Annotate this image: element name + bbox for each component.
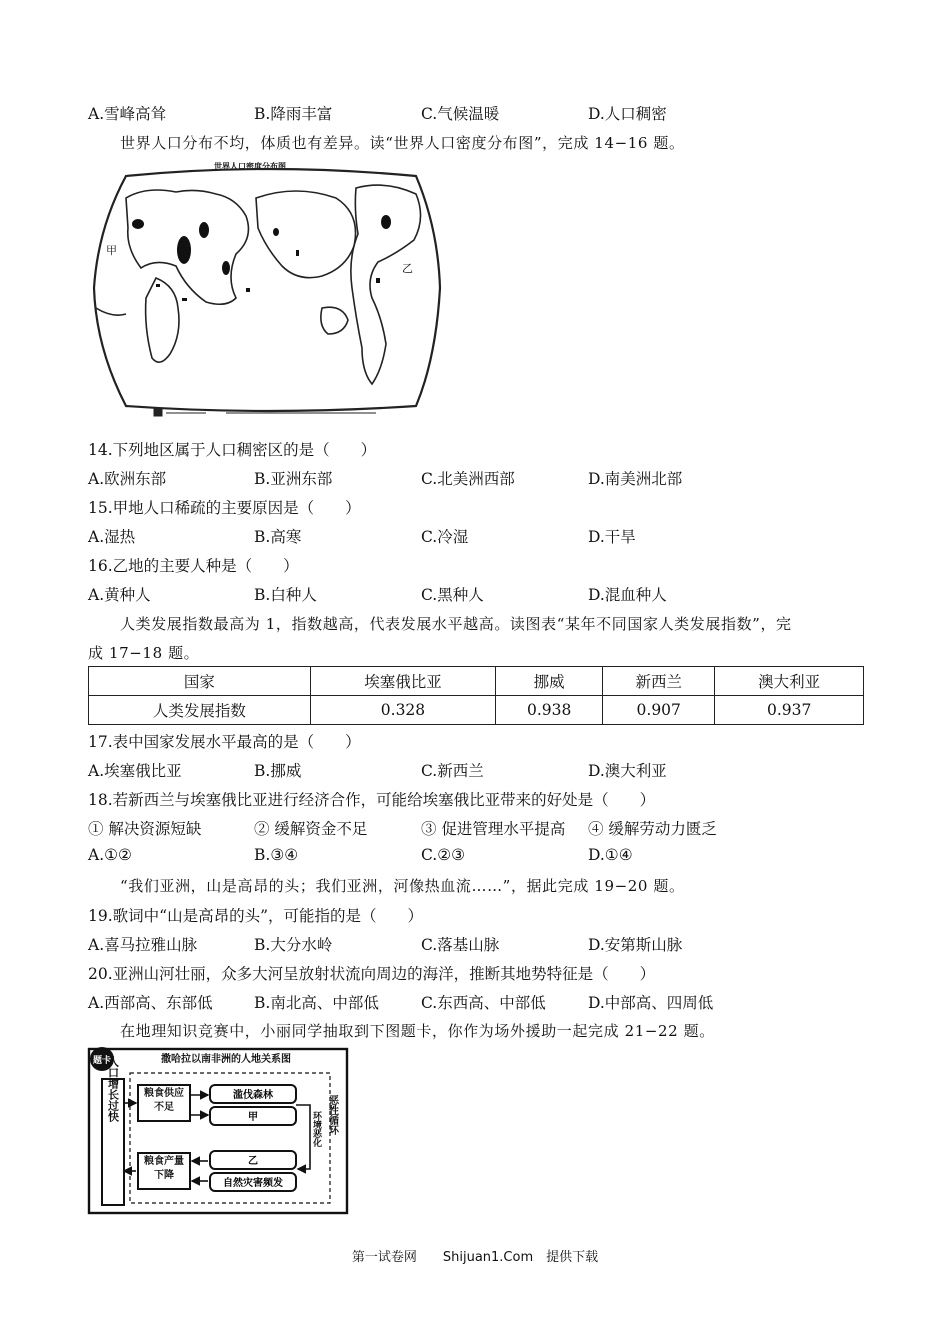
q15-option-a: A.湿热 (88, 528, 136, 546)
label-environment: 环境恶化 (311, 1111, 321, 1147)
q18-statement-4: ④ 缓解劳动力匮乏 (588, 820, 717, 838)
continent-outlines (96, 185, 421, 384)
q13-option-b: B.降雨丰富 (254, 105, 333, 123)
q17-stem: 17.表中国家发展水平最高的是（ ） (88, 733, 361, 751)
population-density-map (86, 158, 448, 420)
hdi-header-cell: 新西兰 (603, 667, 715, 696)
map-label-yi: 乙 (402, 262, 413, 275)
intro-14-16: 世界人口分布不均，体质也有差异。读“世界人口密度分布图”，完成 14−16 题。 (120, 134, 685, 152)
q16-option-a: A.黄种人 (88, 586, 151, 604)
hdi-cell: 0.907 (603, 696, 715, 725)
box-disasters-text: 自然灾害频发 (223, 1178, 283, 1189)
q14-option-d: D.南美洲北部 (588, 470, 683, 488)
q20-stem: 20.亚洲山河壮丽，众多大河呈放射状流向周边的海洋，推断其地势特征是（ ） (88, 965, 656, 983)
q20-option-c: C.东西高、中部低 (421, 994, 546, 1012)
q18-stem: 18.若新西兰与埃塞俄比亚进行经济合作，可能给埃塞俄比亚带来的好处是（ ） (88, 791, 656, 809)
box-jia-text: 甲 (248, 1112, 258, 1123)
intro-21-22: 在地理知识竞赛中，小丽同学抽取到下图题卡，你作为场外援助一起完成 21−22 题。 (120, 1022, 715, 1040)
q14-option-a: A.欧洲东部 (88, 470, 167, 488)
intro-17-18-line1: 人类发展指数最高为 1，指数越高，代表发展水平越高。读图表“某年不同国家人类发展指数”，完 (120, 615, 792, 633)
intro-19-20: “我们亚洲，山是高昂的头；我们亚洲，河像热血流……”，据此完成 19−20 题。 (120, 877, 685, 895)
q19-stem: 19.歌词中“山是高昂的头”，可能指的是（ ） (88, 907, 423, 925)
label-vicious-cycle: 恶性循环 (326, 1095, 338, 1135)
hdi-header-cell: 国家 (89, 667, 311, 696)
q17-option-b: B.挪威 (254, 762, 302, 780)
q16-option-d: D.混血种人 (588, 586, 667, 604)
q18-option-a: A.①② (88, 846, 132, 864)
hdi-table (88, 666, 864, 725)
q13-option-c: C.气候温暖 (421, 105, 500, 123)
q18-option-b: B.③④ (254, 846, 299, 864)
q18-option-d: D.①④ (588, 846, 633, 864)
hdi-header-cell: 挪威 (496, 667, 603, 696)
q20-option-d: D.中部高、四周低 (588, 994, 714, 1012)
box-grain-decline-text: 粮食产量下降 (144, 1156, 184, 1181)
q17-option-a: A.埃塞俄比亚 (88, 762, 182, 780)
question-card-diagram (86, 1045, 350, 1217)
q18-statement-3: ③ 促进管理水平提高 (421, 820, 566, 838)
card-title: 撒哈拉以南非洲的人地关系图 (161, 1054, 291, 1065)
map-frame (94, 169, 440, 411)
q18-statement-2: ② 缓解资金不足 (254, 820, 368, 838)
footer: 第一试卷网 Shijuan1.Com 提供下载 (351, 1250, 599, 1265)
q19-option-a: A.喜马拉雅山脉 (88, 936, 198, 954)
q18-option-c: C.②③ (421, 846, 466, 864)
box-grain-shortage-text: 粮食供应不足 (144, 1088, 184, 1113)
q15-option-b: B.高寒 (254, 528, 302, 546)
map-title: 世界人口密度分布图 (214, 162, 286, 171)
hdi-header-cell: 澳大利亚 (715, 667, 864, 696)
hdi-table-header-row (89, 667, 864, 696)
q16-stem: 16.乙地的主要人种是（ ） (88, 557, 299, 575)
hdi-cell: 人类发展指数 (89, 696, 311, 725)
q20-option-b: B.南北高、中部低 (254, 994, 379, 1012)
hdi-header-cell: 埃塞俄比亚 (310, 667, 495, 696)
map-label-jia: 甲 (106, 244, 117, 257)
q18-statement-1: ① 解决资源短缺 (88, 820, 202, 838)
q17-option-c: C.新西兰 (421, 762, 484, 780)
box-deforestation-text: 滥伐森林 (233, 1090, 273, 1101)
q20-option-a: A.西部高、东部低 (88, 994, 213, 1012)
q13-option-d: D.人口稠密 (588, 105, 667, 123)
hdi-cell: 0.328 (310, 696, 495, 725)
box-grain-decline-fo (140, 1155, 188, 1187)
box-yi-text: 乙 (248, 1156, 258, 1167)
q15-option-d: D.干旱 (588, 528, 636, 546)
q13-option-a: A.雪峰高耸 (88, 105, 167, 123)
q14-option-c: C.北美洲西部 (421, 470, 515, 488)
hdi-table-row (89, 696, 864, 725)
hdi-cell: 0.937 (715, 696, 864, 725)
intro-17-18-line2: 成 17−18 题。 (88, 644, 200, 662)
left-box-text: 人口增长过快 (106, 1056, 120, 1122)
q17-option-d: D.澳大利亚 (588, 762, 667, 780)
q19-option-c: C.落基山脉 (421, 936, 500, 954)
box-grain-shortage-fo (140, 1087, 188, 1119)
q16-option-b: B.白种人 (254, 586, 317, 604)
q15-option-c: C.冷湿 (421, 528, 469, 546)
q16-option-c: C.黑种人 (421, 586, 484, 604)
hdi-cell: 0.938 (496, 696, 603, 725)
q14-stem: 14.下列地区属于人口稠密区的是（ ） (88, 441, 377, 459)
q19-option-b: B.大分水岭 (254, 936, 333, 954)
card-badge: 题卡 (92, 1056, 112, 1066)
q15-stem: 15.甲地人口稀疏的主要原因是（ ） (88, 499, 361, 517)
q19-option-d: D.安第斯山脉 (588, 936, 683, 954)
q14-option-b: B.亚洲东部 (254, 470, 333, 488)
